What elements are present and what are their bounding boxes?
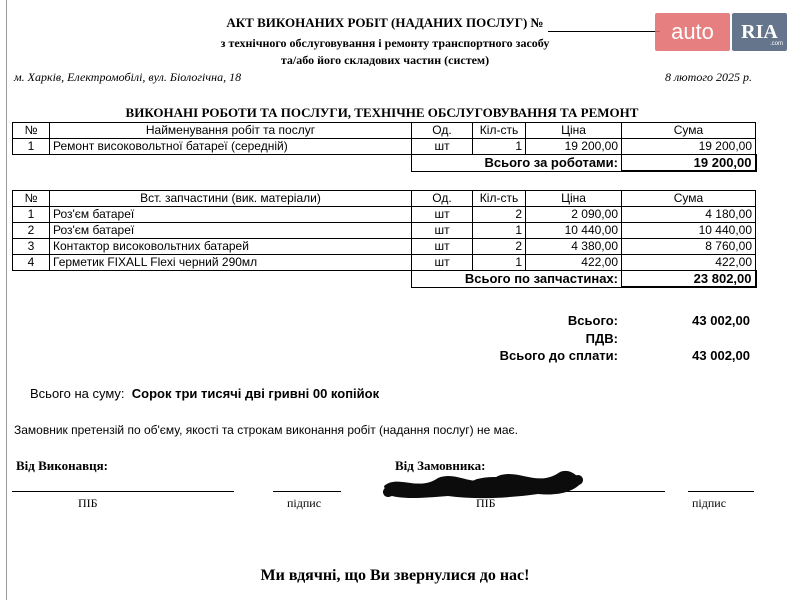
table-row — [13, 139, 756, 155]
location-text: м. Харків, Електромобілі, вул. Біологічна, 18 — [14, 70, 242, 84]
customer-name-caption: ПІБ — [476, 496, 496, 510]
parts-total-row — [13, 271, 756, 288]
row-name: Ремонт високовольтної батареї (середній) — [50, 139, 412, 155]
title-text: АКТ ВИКОНАНИХ РОБІТ (НАДАНИХ ПОСЛУГ) № — [226, 15, 544, 30]
row-name: Контактор високовольтних батарей — [50, 239, 412, 255]
parts-header-name: Вст. запчастини (вик. матеріали) — [50, 191, 412, 207]
executor-label: Від Виконавця: — [16, 458, 108, 473]
customer-sign-line — [688, 491, 754, 492]
sum-in-words — [30, 386, 379, 401]
works-table — [12, 122, 757, 172]
row-unit: шт — [412, 223, 473, 239]
table-row — [13, 223, 756, 239]
works-header-no: № — [13, 123, 50, 139]
executor-sign-line — [273, 491, 341, 492]
watermark-ria-text: RIA — [741, 21, 778, 43]
row-qty: 1 — [473, 255, 526, 271]
row-sum: 10 440,00 — [622, 223, 756, 239]
parts-header-qty: Кіл-сть — [473, 191, 526, 207]
watermark-suffix: .com — [770, 41, 784, 47]
executor-name-line — [12, 491, 234, 492]
row-price: 2 090,00 — [526, 207, 622, 223]
row-qty: 1 — [473, 223, 526, 239]
summary-due-value: 43 002,00 — [692, 348, 750, 363]
row-price: 10 440,00 — [526, 223, 622, 239]
claims-statement: Замовник претензій по об'єму, якості та строкам виконання робіт (надання послуг) не має. — [14, 423, 518, 437]
row-sum: 8 760,00 — [622, 239, 756, 255]
row-qty: 2 — [473, 239, 526, 255]
sum-in-words-value: Сорок три тисячі дві гривні 00 копійок — [131, 386, 380, 401]
row-unit: шт — [412, 239, 473, 255]
row-no: 4 — [13, 255, 50, 271]
parts-header-row — [13, 191, 756, 207]
summary-total-value: 43 002,00 — [692, 313, 750, 328]
row-no: 1 — [13, 207, 50, 223]
row-name: Роз'єм батареї — [50, 223, 412, 239]
works-header-unit: Од. — [412, 123, 473, 139]
works-header-row — [13, 123, 756, 139]
works-total-label: Всього за роботами: — [412, 155, 622, 172]
row-no: 1 — [13, 139, 50, 155]
scan-edge-line — [6, 0, 7, 600]
summary-vat-label: ПДВ: — [585, 331, 618, 346]
row-price: 4 380,00 — [526, 239, 622, 255]
table-row — [13, 239, 756, 255]
summary-total-label: Всього: — [567, 313, 618, 328]
parts-header-unit: Од. — [412, 191, 473, 207]
works-header-name: Найменування робіт та послуг — [50, 123, 412, 139]
parts-header-sum: Сума — [622, 191, 756, 207]
row-name: Герметик FIXALL Flexi черний 290мл — [50, 255, 412, 271]
works-header-price: Ціна — [526, 123, 622, 139]
row-unit: шт — [412, 207, 473, 223]
row-sum: 422,00 — [622, 255, 756, 271]
thank-you-message: Ми вдячні, що Ви звернулися до нас! — [260, 567, 530, 584]
customer-label: Від Замовника: — [395, 458, 486, 473]
row-price: 19 200,00 — [526, 139, 622, 155]
document-subtitle-1: з технічного обслуговування і ремонту транспортного засобу — [220, 36, 550, 50]
sum-in-words-label: Всього на суму: — [30, 386, 125, 401]
act-number-line — [548, 31, 660, 32]
works-total-row — [13, 155, 756, 172]
works-section-title: ВИКОНАНІ РОБОТИ ТА ПОСЛУГИ, ТЕХНІЧНЕ ОБСЛУГОВУВАННЯ ТА РЕМОНТ — [125, 105, 639, 120]
row-price: 422,00 — [526, 255, 622, 271]
row-sum: 4 180,00 — [622, 207, 756, 223]
row-name: Роз'єм батареї — [50, 207, 412, 223]
document-date: 8 лютого 2025 р. — [664, 70, 752, 84]
parts-total-label: Всього по запчастинах: — [412, 271, 622, 288]
table-row — [13, 255, 756, 271]
summary-due-label: Всього до сплати: — [499, 348, 618, 363]
row-no: 3 — [13, 239, 50, 255]
parts-header-price: Ціна — [526, 191, 622, 207]
works-header-sum: Сума — [622, 123, 756, 139]
executor-sign-caption: підпис — [287, 496, 322, 510]
parts-table — [12, 190, 757, 288]
works-header-qty: Кіл-сть — [473, 123, 526, 139]
watermark-auto-logo: auto — [655, 13, 730, 51]
row-qty: 2 — [473, 207, 526, 223]
table-row — [13, 207, 756, 223]
parts-total-value: 23 802,00 — [622, 271, 756, 288]
parts-header-no: № — [13, 191, 50, 207]
row-no: 2 — [13, 223, 50, 239]
row-unit: шт — [412, 139, 473, 155]
row-sum: 19 200,00 — [622, 139, 756, 155]
document-subtitle-2: та/або його складових частин (систем) — [280, 53, 490, 67]
works-total-value: 19 200,00 — [622, 155, 756, 172]
customer-sign-caption: підпис — [692, 496, 727, 510]
row-unit: шт — [412, 255, 473, 271]
executor-name-caption: ПІБ — [78, 496, 98, 510]
row-qty: 1 — [473, 139, 526, 155]
